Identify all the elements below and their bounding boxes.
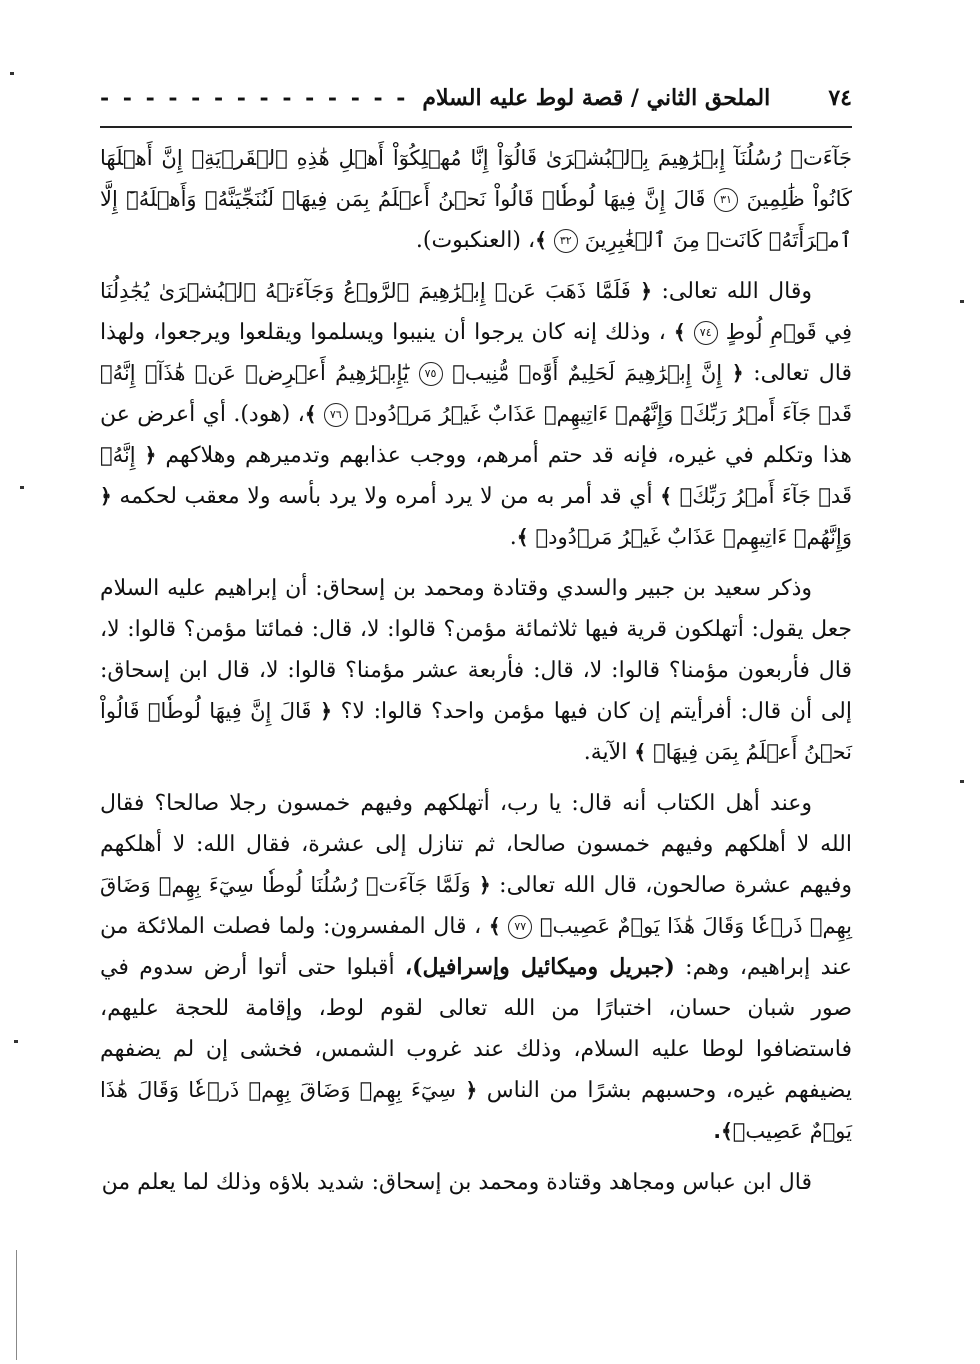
header-title-group [100,85,770,111]
scan-speck [960,300,964,303]
quran-close-bracket: ﴾. [713,1119,733,1143]
text-run: . [509,525,517,550]
text-run: أقبلوا حتى أتوا أرض سدوم في صور شبان حسان، اختبارًا من الله تعالى لقوم لوط، وإقامة للحجة عليهم، فاستضافوا لوطا عليه السلام، وذلك عند غروب الشمس، فخشى إن لم يضفهم يضيفهم غيره، وحسبهم بشرًا من الناس [100,955,852,1103]
text-run: ، قال المفسرون: ولما فصلت الملائكة من عند إبراهيم، وهم: [100,914,852,980]
ayah-number-marker: ٣١ [714,188,738,212]
page-number: ٧٤ [828,85,852,111]
ayah-number-marker: ٧٤ [694,321,718,345]
book-page [100,70,852,1213]
quran-verse: فَلَمَّا ذَهَبَ عَنۡ إِبۡرَٰهِيمَ ٱلرَّوۡعُ وَجَآءَتۡهُ ٱلۡبُشۡرَىٰ يُجَٰدِلُنَا فِي قَوۡمِ لُوطٍ [100,279,852,344]
text-run: وقال الله تعالى: [661,279,812,304]
quran-open-bracket: ﴿ [320,699,332,723]
paragraph-2 [100,271,852,558]
text-run: وذكر سعيد بن جبير والسدي وقتادة ومحمد بن إسحاق: أن إبراهيم عليه السلام جعل يقول: أتهلكون قرية فيها ثلاثمائة مؤمن؟ قالوا: لا، قال: فمائتا مؤمن؟ قالوا: لا، قال فأربعون مؤمنا؟ قالوا: لا، قال: فأربعة عشر مؤمنا؟ قالوا: لا، قال ابن إسحاق: إلى أن قال: أفرأيتم إن كان فيها مؤمن واحد؟ قالوا: لا؟ [100,576,852,724]
text-run: ، (العنكبوت). [415,228,536,253]
text-run: وعند أهل الكتاب أنه قال: يا رب، أتهلكهم وفيهم خمسون رجلا صالحا؟ فقال الله لا أهلكهم وفيهم خمسون صالحا، ثم تنازل إلى عشرة، فقال الله: لا أهلكهم وفيهم عشرة صالحون، قال الله تعالى: [100,791,852,898]
quran-open-bracket: ﴿ [100,484,112,508]
quran-close-bracket: ﴾ [660,484,672,508]
paragraph-1 [100,138,852,261]
quran-close-bracket: ﴾ [304,402,317,426]
quran-verse: جَآءَتۡ رُسُلُنَآ إِبۡرَٰهِيمَ بِٱلۡبُشۡرَىٰ قَالُوٓاْ إِنَّا مُهۡلِكُوٓاْ أَهۡلِ هَٰذِهِ ٱلۡقَرۡيَةِۖ إِنَّ أَهۡلَهَا كَانُواْ ظَٰلِمِينَ [100,146,852,211]
scan-speck [14,1040,18,1043]
quran-open-bracket: ﴿ [731,361,744,385]
text-run: ، وذلك إنه كان يرجوا أن ينيبوا ويسلموا ويقلعوا ويرجعوا، ولهذا قال تعالى: [100,320,852,386]
paragraph-5 [100,1162,852,1203]
quran-close-bracket: ﴾ [516,525,529,549]
header-title: الملحق الثاني / قصة لوط عليه السلام [422,85,771,111]
quran-open-bracket: ﴿ [144,443,157,467]
running-header [100,70,852,128]
quran-verse: وَإِنَّهُمۡ ءَاتِيهِمۡ عَذَابٌ غَيۡرُ مَرۡدُودٖ [535,525,852,549]
paragraph-4 [100,783,852,1152]
scan-speck [960,780,964,783]
quran-verse: إِنَّ إِبۡرَٰهِيمَ لَحَلِيمٌ أَوَّٰهٞ مُّنِيبٞ [452,361,723,385]
text-run: أي قد أمر به من لا يرد أمره ولا يرد بأسه ولا معقب لحكمه [119,484,653,509]
quran-verse: يَٰٓإِبۡرَٰهِيمُ أَعۡرِضۡ عَنۡ هَٰذَآۖ إِنَّهُۥ قَدۡ جَآءَ أَمۡرُ رَبِّكَۖ وَإِنَّهُمۡ ءَاتِيهِمۡ عَذَابٌ غَيۡرُ مَرۡدُودٖ [100,361,852,426]
quran-close-bracket: ﴾ [634,740,647,764]
scan-edge-line [16,1250,17,1360]
quran-verse: قَالَ إِنَّ فِيهَا لُوطٗاۚ قَالُواْ نَحۡنُ أَعۡلَمُ بِمَن فِيهَاۖ [100,699,852,764]
header-dashes: - - - - - - - - - - - - - - [100,85,409,111]
text-run: ، (هود). أي أعرض عن هذا وتكلم في غيره، فإنه قد حتم أمرهم، ووجب عذابهم وتدميرهم وهلاكهم [100,402,852,468]
quran-close-bracket: ﴾ [535,228,547,252]
text-run: الآية. [583,740,628,765]
ayah-number-marker: ٧٥ [419,362,443,386]
quran-open-bracket: ﴿ [465,1078,478,1102]
quran-verse: قَالَ إِنَّ فِيهَا لُوطٗاۚ قَالُواْ نَحۡنُ أَعۡلَمُ بِمَن فِيهَاۖ لَنُنَجِّيَنَّهُۥ وَأَهۡلَهُۥٓ إِلَّا ٱمۡرَأَتَهُۥ كَانَتۡ مِنَ ٱلۡغَٰبِرِينَ [100,187,852,252]
quran-verse: إِنَّهُۥ قَدۡ جَآءَ أَمۡرُ رَبِّكَۖ [100,443,852,508]
quran-open-bracket: ﴿ [479,873,491,897]
quran-verse: وَلَمَّا جَآءَتۡ رُسُلُنَا لُوطٗا سِيٓءَ بِهِمۡ وَضَاقَ بِهِمۡ ذَرۡعٗا وَقَالَ هَٰذَا يَوۡمٌ عَصِيبٞ [100,873,852,938]
text-run: قال ابن عباس ومجاهد وقتادة ومحمد بن إسحاق: شديد بلاؤه وذلك لما يعلم من [101,1170,812,1195]
scan-speck [10,72,14,75]
ayah-number-marker: ٧٦ [324,403,348,427]
quran-open-bracket: ﴿ [640,279,652,303]
quran-verse: سِيٓءَ بِهِمۡ وَضَاقَ بِهِمۡ ذَرۡعٗا وَقَالَ هَٰذَا يَوۡمٌ عَصِيبٞ [100,1078,852,1143]
paragraph-3 [100,568,852,773]
ayah-number-marker: ٣٢ [554,229,578,253]
quran-close-bracket: ﴾ [488,914,501,938]
scan-speck [20,486,24,489]
ayah-number-marker: ٧٧ [508,915,532,939]
quran-close-bracket: ﴾ [673,320,686,344]
bold-names: (جبريل وميكائيل وإسرافيل)، [405,954,675,980]
